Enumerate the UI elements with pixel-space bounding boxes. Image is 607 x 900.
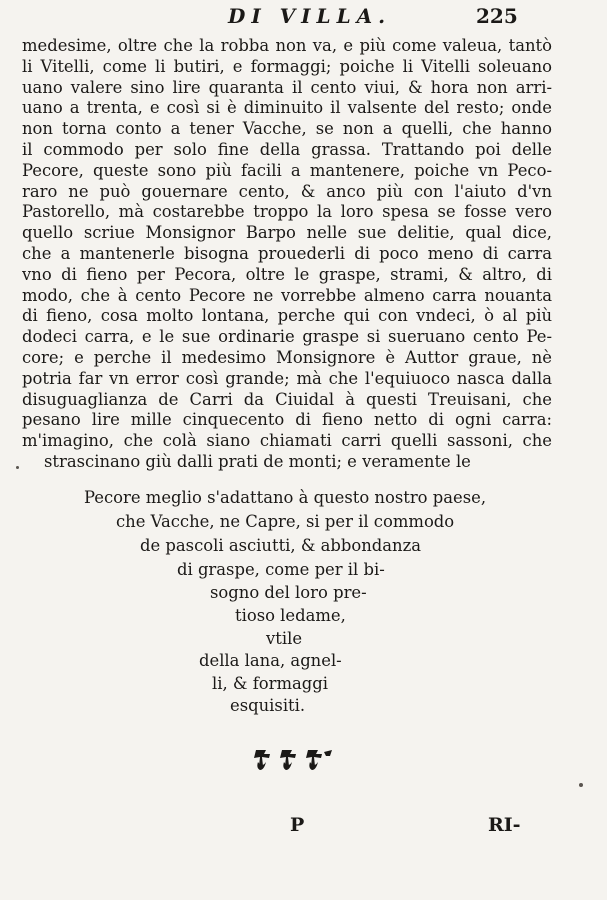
text-line: non torna conto a tener Vacche, se non a quelli, che hanno	[22, 119, 552, 139]
ink-speck	[16, 466, 19, 469]
page-header	[0, 4, 607, 34]
text-line: uano a trenta, e così si è diminuito il valsente del resto; onde	[22, 98, 552, 118]
text-line: m'imagino, che colà siano chiamati carri quelli sassoni, che	[22, 431, 552, 451]
text-line: Pastorello, mà costarebbe troppo la loro spesa se fosse vero	[22, 202, 552, 222]
body-text	[22, 36, 552, 473]
text-line: il commodo per solo fine della grassa. Trattando poi delle	[22, 139, 552, 159]
catchword: RI-	[488, 814, 521, 836]
text-line: quello scriue Monsignor Barpo nelle sue delitie, qual dice,	[22, 223, 552, 243]
page-number: 225	[476, 4, 518, 28]
tail-line: Pecore meglio s'adattano à questo nostro paese,	[84, 488, 487, 507]
text-line: che a mantenerle bisogna prouederli di poco meno di carra	[22, 243, 552, 263]
text-line: strascinano giù dalli prati de monti; e veramente le	[44, 451, 471, 471]
text-line: core; e perche il medesimo Monsignore è Auttor graue, nè	[22, 347, 552, 367]
tail-line: sogno del loro pre-	[210, 583, 367, 602]
text-line: raro ne può gouernare cento, & anco più con l'aiuto d'vn	[22, 181, 552, 201]
tail-line: di graspe, come per il bi-	[177, 560, 385, 579]
text-line: li Vitelli, come li butiri, e formaggi; poiche li Vitelli soleuano	[22, 56, 552, 76]
tail-line: che Vacche, ne Capre, si per il commodo	[116, 512, 455, 531]
text-line: disuguaglianza de Carri da Ciuidal à questi Treuisani, che	[22, 389, 552, 409]
text-line: vno di fieno per Pecora, oltre le graspe, strami, & altro, di	[22, 264, 552, 284]
tail-line: esquisiti.	[230, 696, 306, 715]
text-line: uano valere sino lire quaranta il cento viui, & hora non arri-	[22, 77, 552, 97]
text-line: dodeci carra, e le sue ordinarie graspe si sueruano cento Pe-	[22, 327, 552, 347]
text-line: modo, che à cento Pecore ne vorrebbe almeno carra nouanta	[22, 285, 552, 305]
tail-line: li, & formaggi	[212, 674, 329, 693]
tail-line: vtile	[266, 629, 303, 648]
tail-line: della lana, agnel-	[199, 651, 342, 670]
tail-line: de pascoli asciutti, & abbondanza	[140, 536, 422, 555]
text-line: potria far vn error così grande; mà che l'equiuoco nasca dalla	[22, 368, 552, 388]
text-line: medesime, oltre che la robba non va, e più come valeua, tantò	[22, 36, 552, 55]
ink-speck	[579, 783, 583, 787]
text-line: di fieno, cosa molto lontana, perche qui con vndeci, ò al più	[22, 306, 552, 326]
text-line: pesano lire mille cinquecento di fieno netto di ogni carra:	[22, 410, 552, 430]
tail-line: tioso ledame,	[235, 606, 346, 625]
signature-mark: P	[290, 814, 305, 836]
ornament-icon	[252, 744, 334, 774]
text-line: Pecore, queste sono più facili a mantenere, poiche vn Peco-	[22, 160, 552, 180]
running-head: DI VILLA.	[228, 4, 392, 28]
